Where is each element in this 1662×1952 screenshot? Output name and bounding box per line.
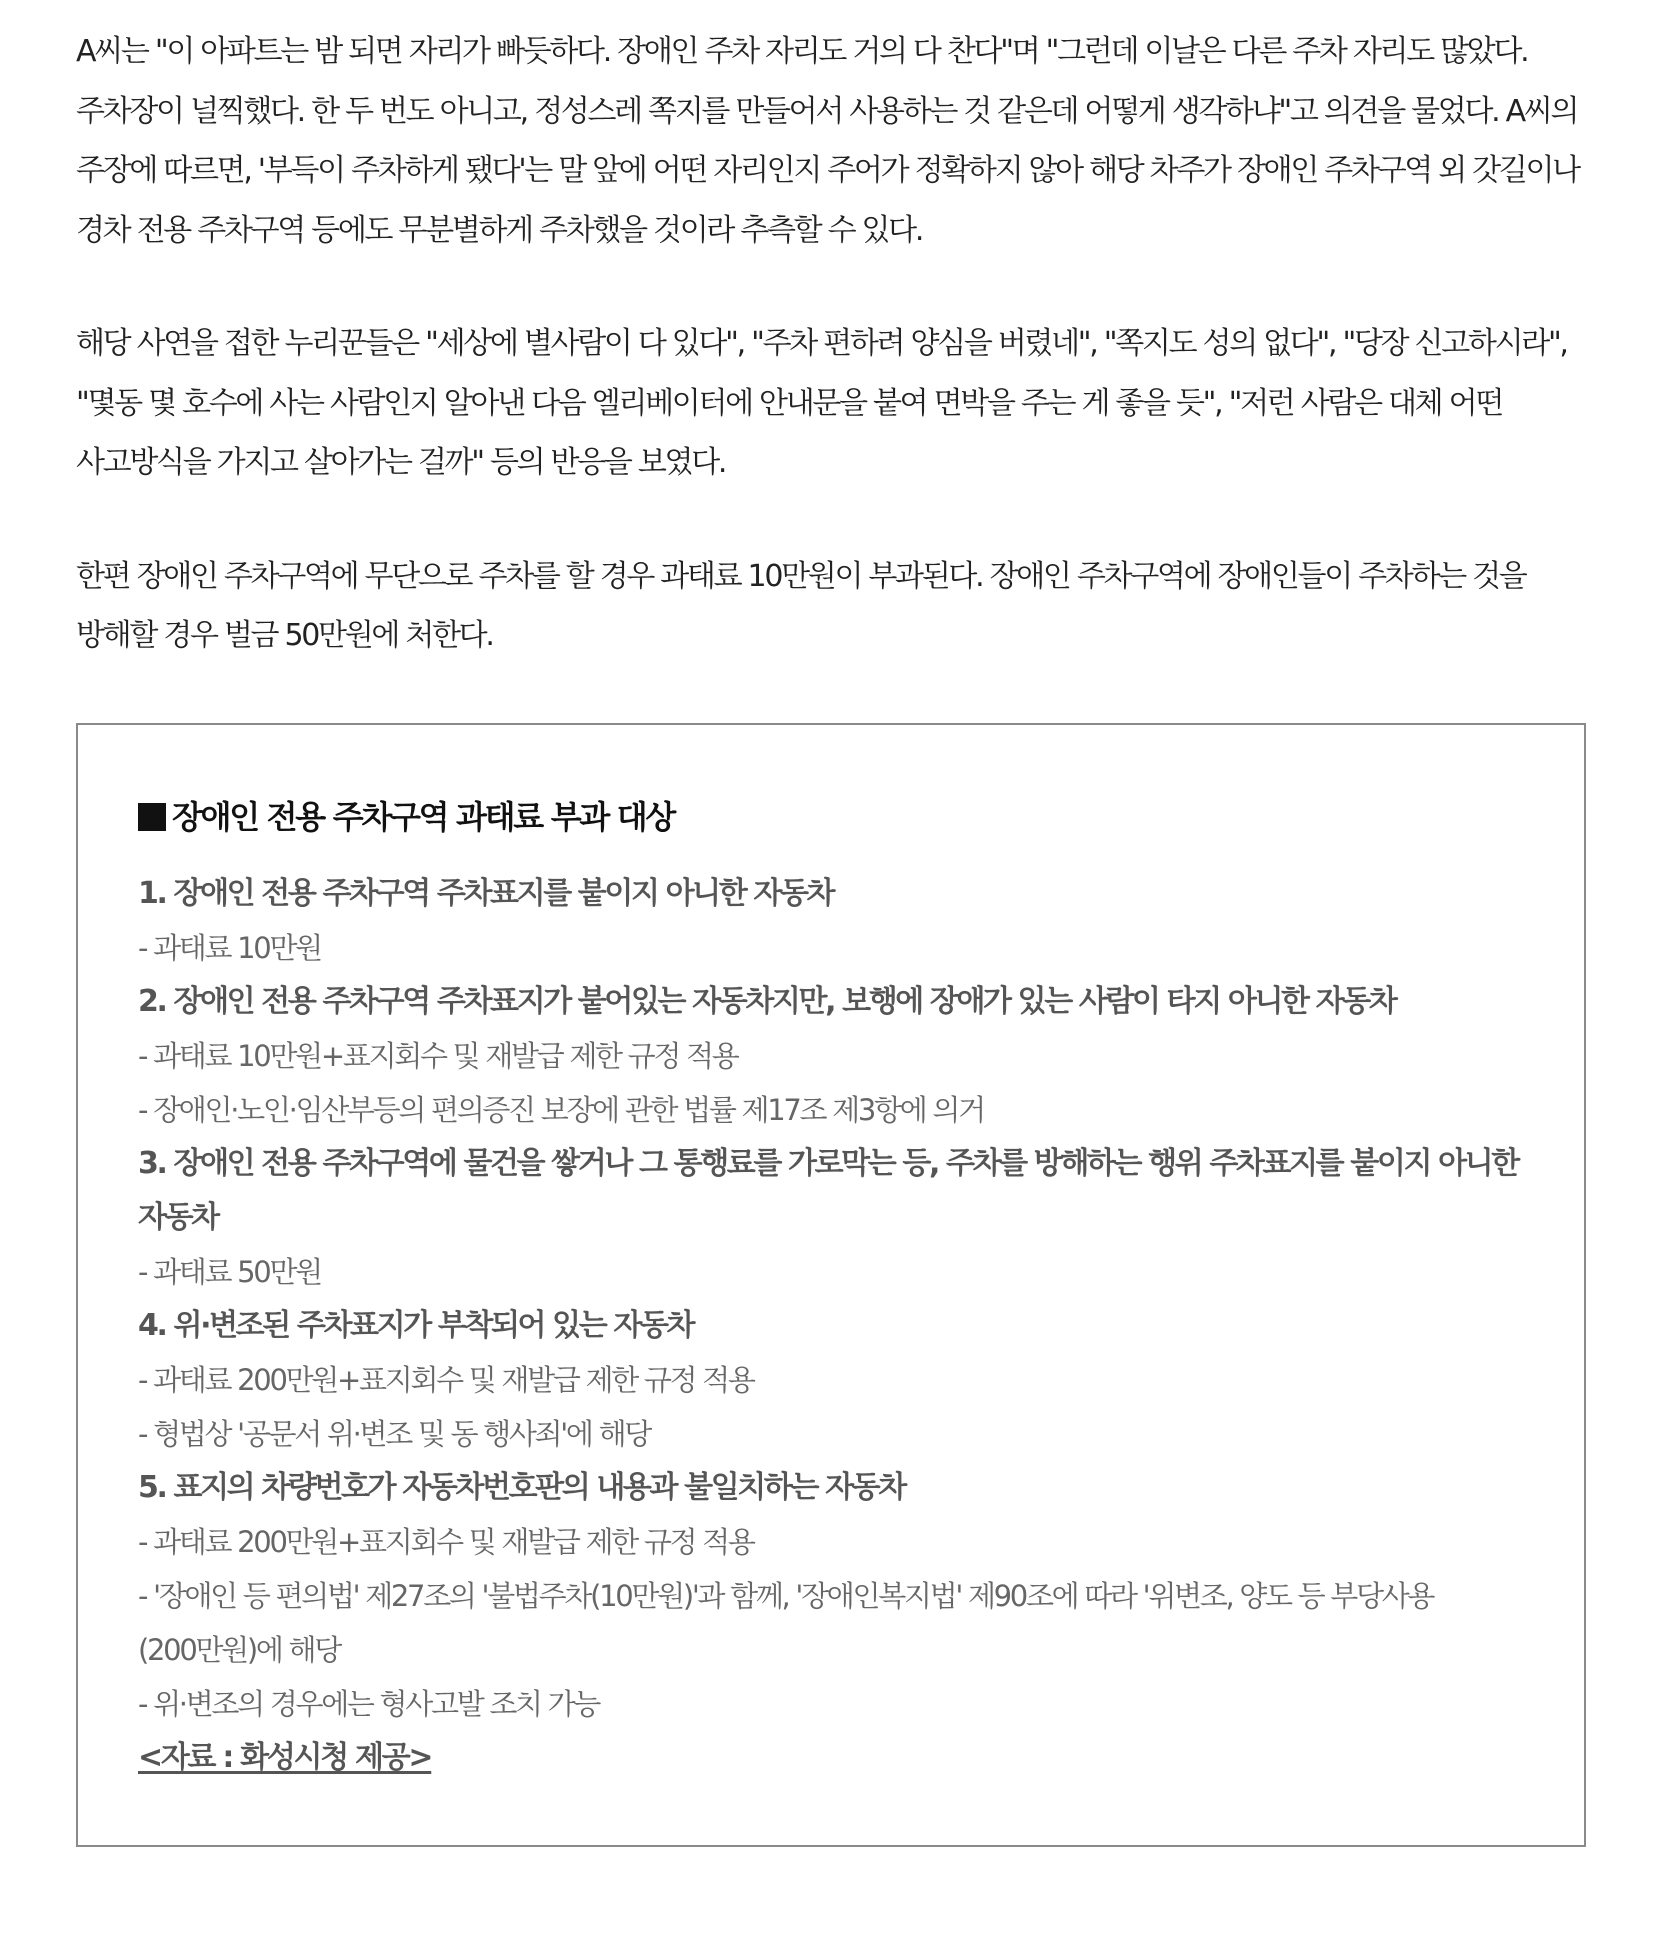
article-paragraph: 한편 장애인 주차구역에 무단으로 주차를 할 경우 과태료 10만원이 부과된다. 장애인 주차구역에 장애인들이 주차하는 것을 방해할 경우 벌금 50만원에 처한다. <box>76 558 1526 653</box>
article-paragraph: A씨는 "이 아파트는 밤 되면 자리가 빠듯하다. 장애인 주차 자리도 거의 다 찬다"며 "그런데 이날은 다른 주차 자리도 많았다. 주차장이 널찍했다. 한 두 번도 아니고, 정성스레 쪽지를 만들어서 사용하는 것 같은데 어떻게 생각하냐"고 의견을 물었다. A씨의 주장에 따르면, '부득이 주차하게 됐다'는 말 앞에 어떤 자리인지 주어가 정확하지 않아 해당 차주가 장애인 주차구역 외 갓길이나 경차 전용 주차구역 등에도 무분별하게 주차했을 것이라 추측할 수 있다. <box>76 34 1579 248</box>
fine-item-note: - 형법상 '공문서 위·변조 및 동 행사죄'에 해당 <box>138 1417 650 1451</box>
fine-item-note: - 과태료 50만원 <box>138 1255 321 1289</box>
fine-item-4 <box>138 1299 1524 1461</box>
black-square-icon <box>138 803 166 831</box>
fine-item-1 <box>138 867 1524 975</box>
fine-item-heading: 1. 장애인 전용 주차구역 주차표지를 붙이지 아니한 자동차 <box>138 876 834 911</box>
fine-item-3 <box>138 1137 1524 1299</box>
info-box-title-text: 장애인 전용 주차구역 과태료 부과 대상 <box>172 798 674 836</box>
fine-item-note: - 위·변조의 경우에는 형사고발 조치 가능 <box>138 1687 600 1721</box>
fine-item-note: - 과태료 200만원+표지회수 및 재발급 제한 규정 적용 <box>138 1363 754 1397</box>
fine-item-note: - 과태료 10만원 <box>138 931 321 965</box>
article-paragraph: 해당 사연을 접한 누리꾼들은 "세상에 별사람이 다 있다", "주차 편하려 양심을 버렸네", "쪽지도 성의 없다", "당장 신고하시라", "몇동 몇 호수에 사는 사람인지 알아낸 다음 엘리베이터에 안내문을 붙여 면박을 주는 게 좋을 듯", "저런 사람은 대체 어떤 사고방식을 가지고 살아가는 걸까" 등의 반응을 보였다. <box>76 326 1567 480</box>
fine-item-note: - 과태료 200만원+표지회수 및 재발급 제한 규정 적용 <box>138 1525 754 1559</box>
info-box-title <box>138 789 1524 845</box>
source-credit-link[interactable]: <자료 : 화성시청 제공> <box>138 1740 432 1775</box>
fine-item-heading: 3. 장애인 전용 주차구역에 물건을 쌓거나 그 통행료를 가로막는 등, 주차를 방해하는 행위 주차표지를 붙이지 아니한 자동차 <box>138 1146 1518 1235</box>
fine-item-5 <box>138 1461 1524 1731</box>
fine-item-heading: 5. 표지의 차량번호가 자동차번호판의 내용과 불일치하는 자동차 <box>138 1470 905 1505</box>
fine-item-note: - 장애인·노인·임산부등의 편의증진 보장에 관한 법률 제17조 제3항에 의거 <box>138 1093 984 1127</box>
fine-item-heading: 2. 장애인 전용 주차구역 주차표지가 붙어있는 자동차지만, 보행에 장애가 있는 사람이 타지 아니한 자동차 <box>138 984 1396 1019</box>
fine-info-box <box>76 723 1586 1847</box>
fine-item-note: - 과태료 10만원+표지회수 및 재발급 제한 규정 적용 <box>138 1039 738 1073</box>
fine-item-heading: 4. 위·변조된 주차표지가 부착되어 있는 자동차 <box>138 1308 694 1343</box>
fine-item-2 <box>138 975 1524 1137</box>
article-body <box>76 22 1596 720</box>
fine-item-note: - '장애인 등 편의법' 제27조의 '불법주차(10만원)'과 함께, '장애인복지법' 제90조에 따라 '위변조, 양도 등 부당사용(200만원)에 해당 <box>138 1579 1434 1667</box>
